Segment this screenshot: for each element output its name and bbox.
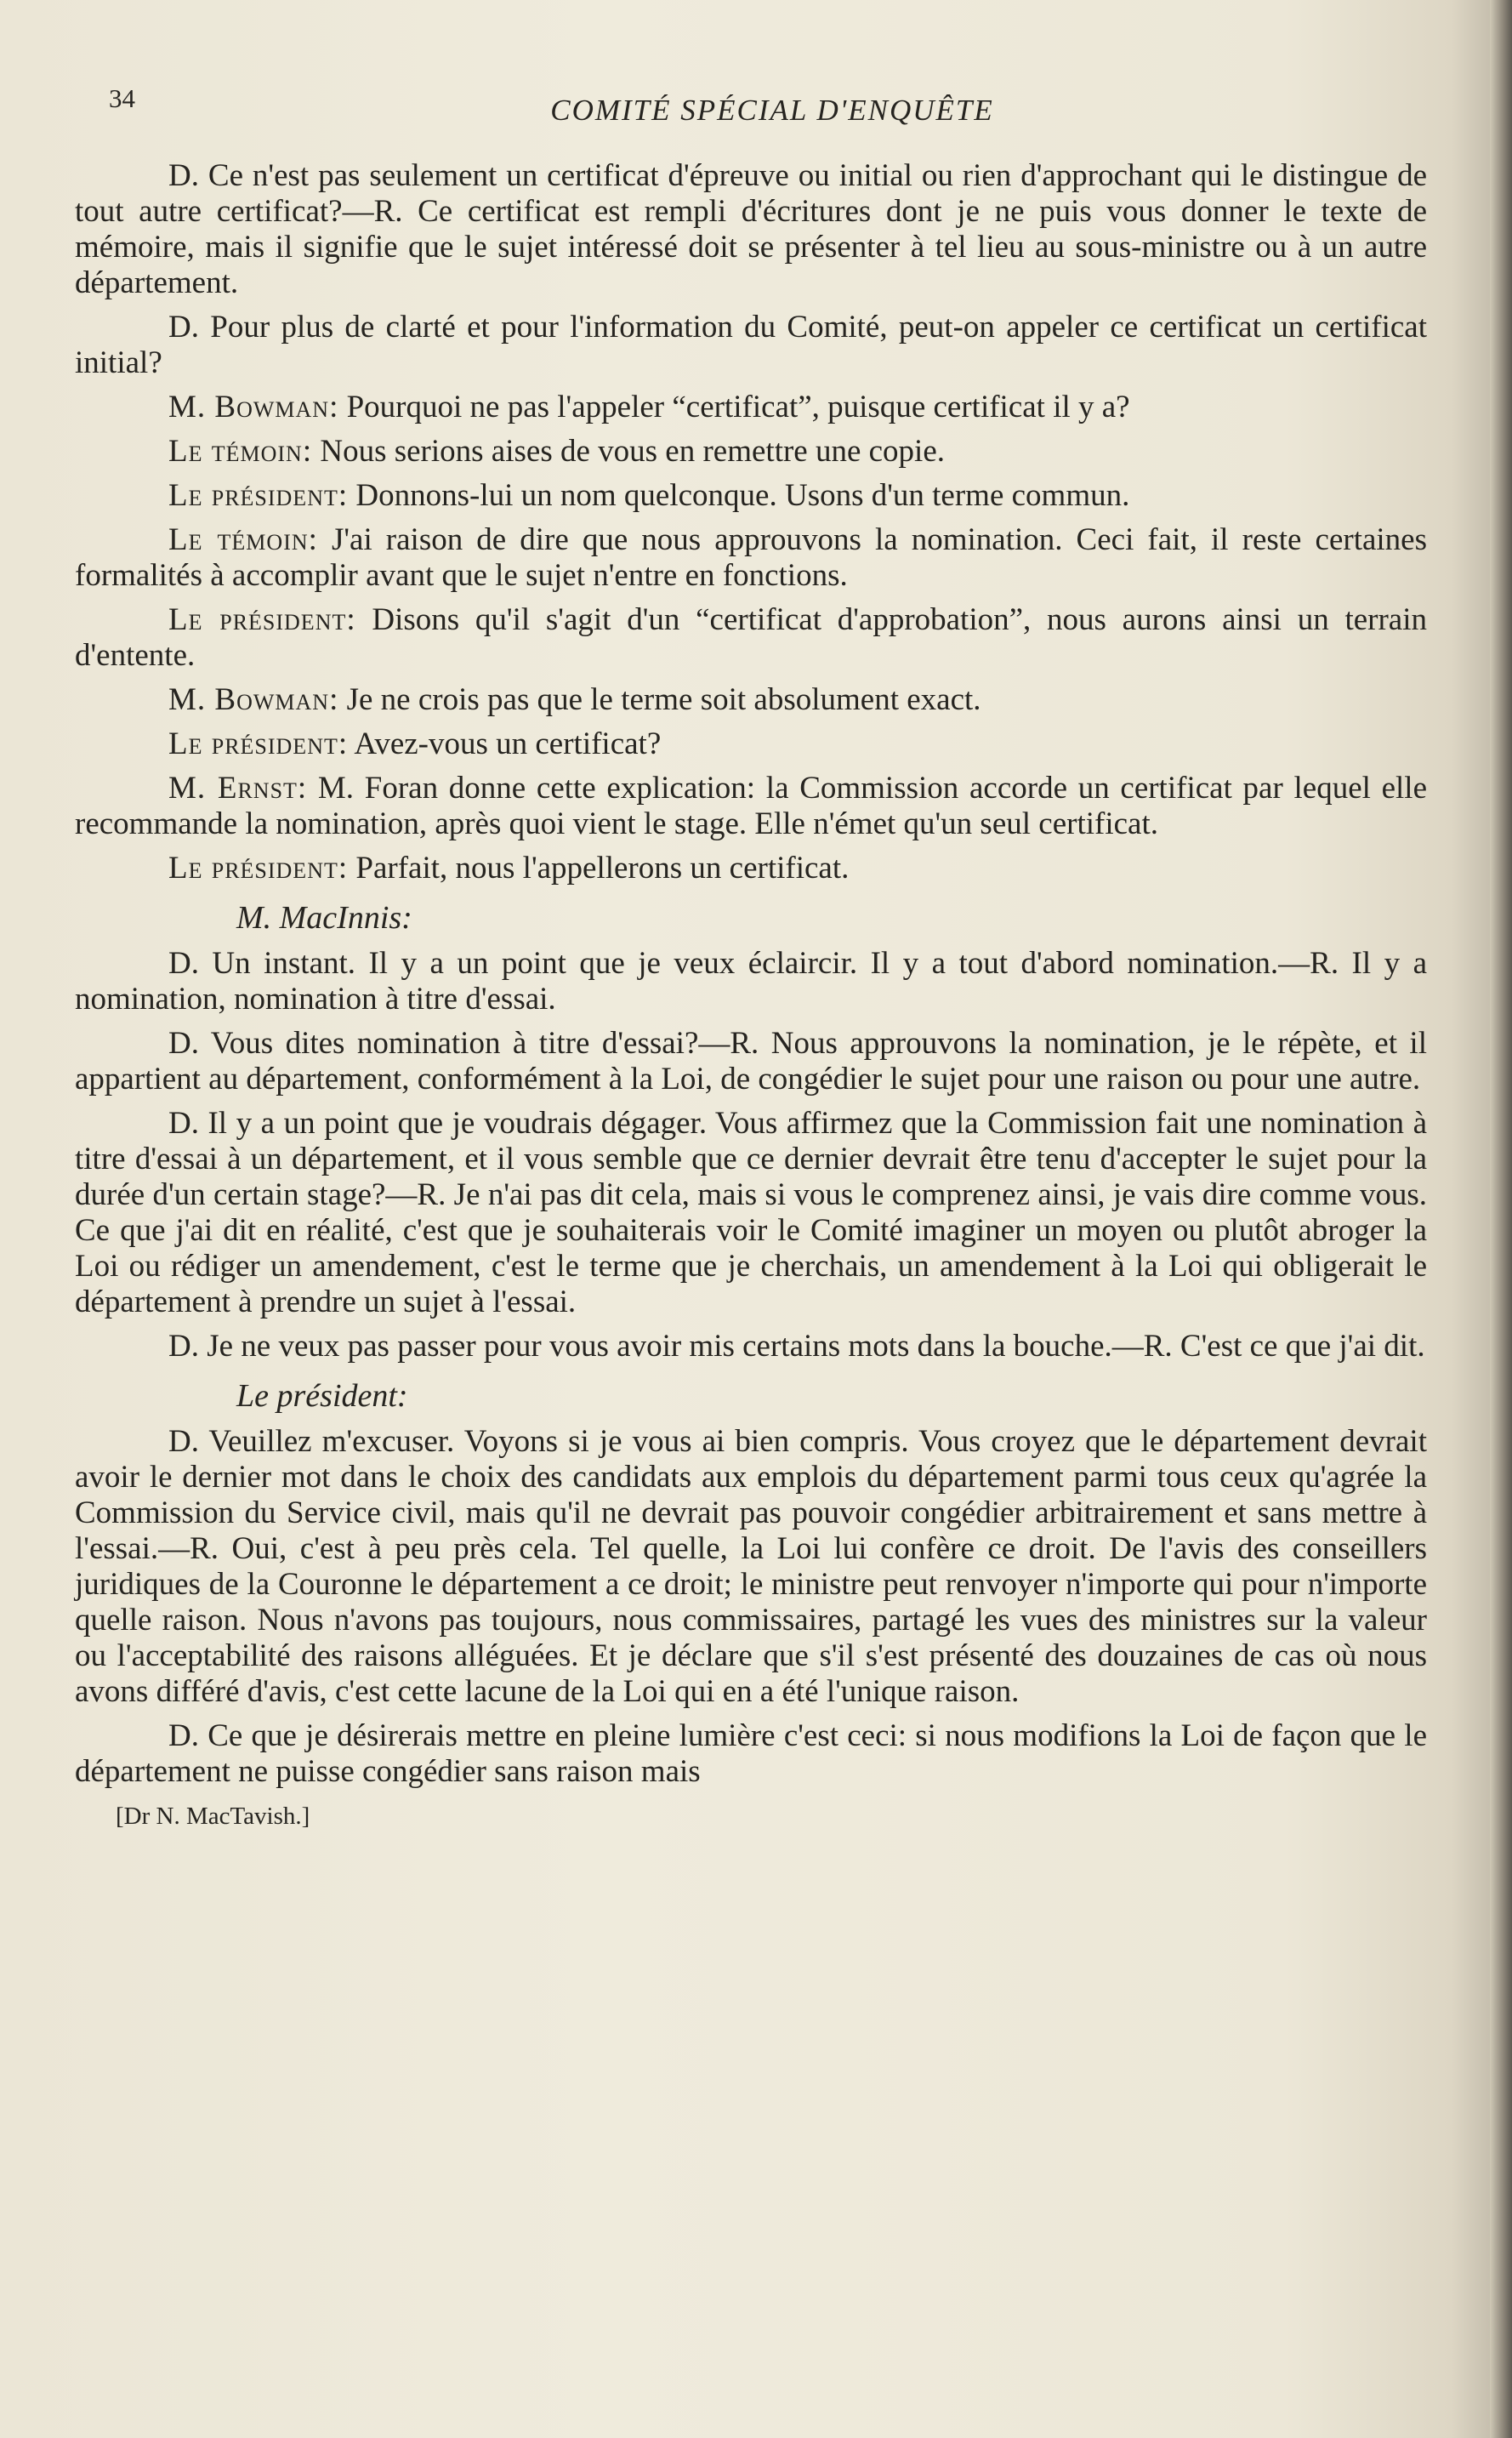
- speaker-label: Le président:: [168, 726, 349, 761]
- dialogue-section-3: [75, 1424, 1427, 1790]
- section-heading: Le président:: [236, 1378, 408, 1414]
- running-head: COMITÉ SPÉCIAL D'ENQUÊTE: [550, 94, 994, 127]
- speaker-label: Le témoin:: [168, 434, 313, 469]
- paragraph: M. Ernst: M. Foran donne cette explication: la Commission accorde un certificat par lequel elle recommande la nomination, après quoi vient le stage. Elle n'émet qu'un seul certificat.: [75, 771, 1427, 841]
- paragraph: Le président: Donnons-lui un nom quelconque. Usons d'un terme commun.: [168, 478, 1130, 513]
- dialogue-section-2: [75, 946, 1427, 1364]
- footer-note: [Dr N. MacTavish.]: [116, 1803, 310, 1830]
- speaker-label: Le président:: [168, 602, 356, 637]
- paragraph: D. Un instant. Il y a un point que je veux éclaircir. Il y a tout d'abord nomination.—R. Il y a nomination, nomination à titre d'essai.: [75, 946, 1427, 1017]
- speaker-label: M. Bowman:: [168, 682, 339, 717]
- page-number: 34: [109, 83, 135, 113]
- speaker-label: Le témoin:: [168, 522, 318, 557]
- speaker-label: Le président:: [168, 851, 349, 886]
- paragraph: D. Je ne veux pas passer pour vous avoir mis certains mots dans la bouche.—R. C'est ce que j'ai dit.: [168, 1329, 1425, 1364]
- page-edge-shadow: [1490, 0, 1512, 2438]
- section-heading: M. MacInnis:: [236, 900, 412, 936]
- dialogue-section-1: [75, 158, 1427, 886]
- paragraph: D. Ce n'est pas seulement un certificat d'épreuve ou initial ou rien d'approchant qui le distingue de tout autre certificat?—R. Ce certificat est rempli d'écritures dont je ne puis vous donner le texte de mémoire, mais il signifie que le sujet intéressé doit se présenter à tel lieu au sous-ministre ou à un autre département.: [75, 158, 1427, 300]
- paragraph: Le témoin: Nous serions aises de vous en remettre une copie.: [168, 434, 946, 469]
- paragraph: D. Veuillez m'excuser. Voyons si je vous ai bien compris. Vous croyez que le département devrait avoir le dernier mot dans le choix des candidats aux emplois du département parmi tous ceux qu'agrée la Commission du Service civil, mais qu'il ne devrait pas pouvoir congédier arbitrairement et sans mettre à l'essai.—R. Oui, c'est à peu près cela. Tel quelle, la Loi lui confère ce droit. De l'avis des conseillers juridiques de la Couronne le département a ce droit; le ministre peut renvoyer n'importe qui pour n'importe quelle raison. Nous n'avons pas toujours, nous commissaires, partagé les vues des ministres sur la valeur ou l'acceptabilité des raisons alléguées. Et je déclare que s'il s'est présenté des douzaines de cas où nous avons différé d'avis, c'est cette lacune de la Loi qui en a été l'unique raison.: [75, 1424, 1427, 1709]
- speaker-label: M. Bowman:: [168, 390, 339, 424]
- paragraph: D. Pour plus de clarté et pour l'information du Comité, peut-on appeler ce certificat un certificat initial?: [75, 310, 1427, 380]
- paragraph: D. Vous dites nomination à titre d'essai?—R. Nous approuvons la nomination, je le répète, et il appartient au département, conformément à la Loi, de congédier le sujet pour une raison ou pour une autre.: [75, 1026, 1427, 1097]
- paragraph: Le président: Parfait, nous l'appellerons un certificat.: [168, 851, 850, 886]
- page-body: [75, 158, 1427, 1834]
- speaker-label: M. Ernst:: [168, 771, 308, 806]
- paragraph: Le président: Disons qu'il s'agit d'un “certificat d'approbation”, nous aurons ainsi un terrain d'entente.: [75, 602, 1427, 673]
- paragraph: Le président: Avez-vous un certificat?: [168, 726, 662, 761]
- paragraph: Le témoin: J'ai raison de dire que nous approuvons la nomination. Ceci fait, il reste certaines formalités à accomplir avant que le sujet n'entre en fonctions.: [75, 522, 1428, 593]
- speaker-label: Le président:: [168, 478, 349, 513]
- page-header: [109, 83, 1435, 134]
- paragraph: M. Bowman: Je ne crois pas que le terme soit absolument exact.: [168, 682, 981, 717]
- paragraph: D. Ce que je désirerais mettre en pleine lumière c'est ceci: si nous modifions la Loi de façon que le département ne puisse congédier sans raison mais: [75, 1718, 1427, 1789]
- paragraph: M. Bowman: Pourquoi ne pas l'appeler “certificat”, puisque certificat il y a?: [168, 390, 1130, 424]
- paragraph: D. Il y a un point que je voudrais dégager. Vous affirmez que la Commission fait une nomination à titre d'essai à un département, et il vous semble que ce dernier devrait être tenu d'accepter le sujet pour la durée d'un certain stage?—R. Je n'ai pas dit cela, mais si vous le comprenez ainsi, je vais dire comme vous. Ce que j'ai dit en réalité, c'est que je souhaiterais voir le Comité imaginer un moyen ou plutôt abroger la Loi ou rédiger un amendement, c'est le terme que je cherchais, un amendement à la Loi qui obligerait le département à prendre un sujet à l'essai.: [75, 1106, 1427, 1319]
